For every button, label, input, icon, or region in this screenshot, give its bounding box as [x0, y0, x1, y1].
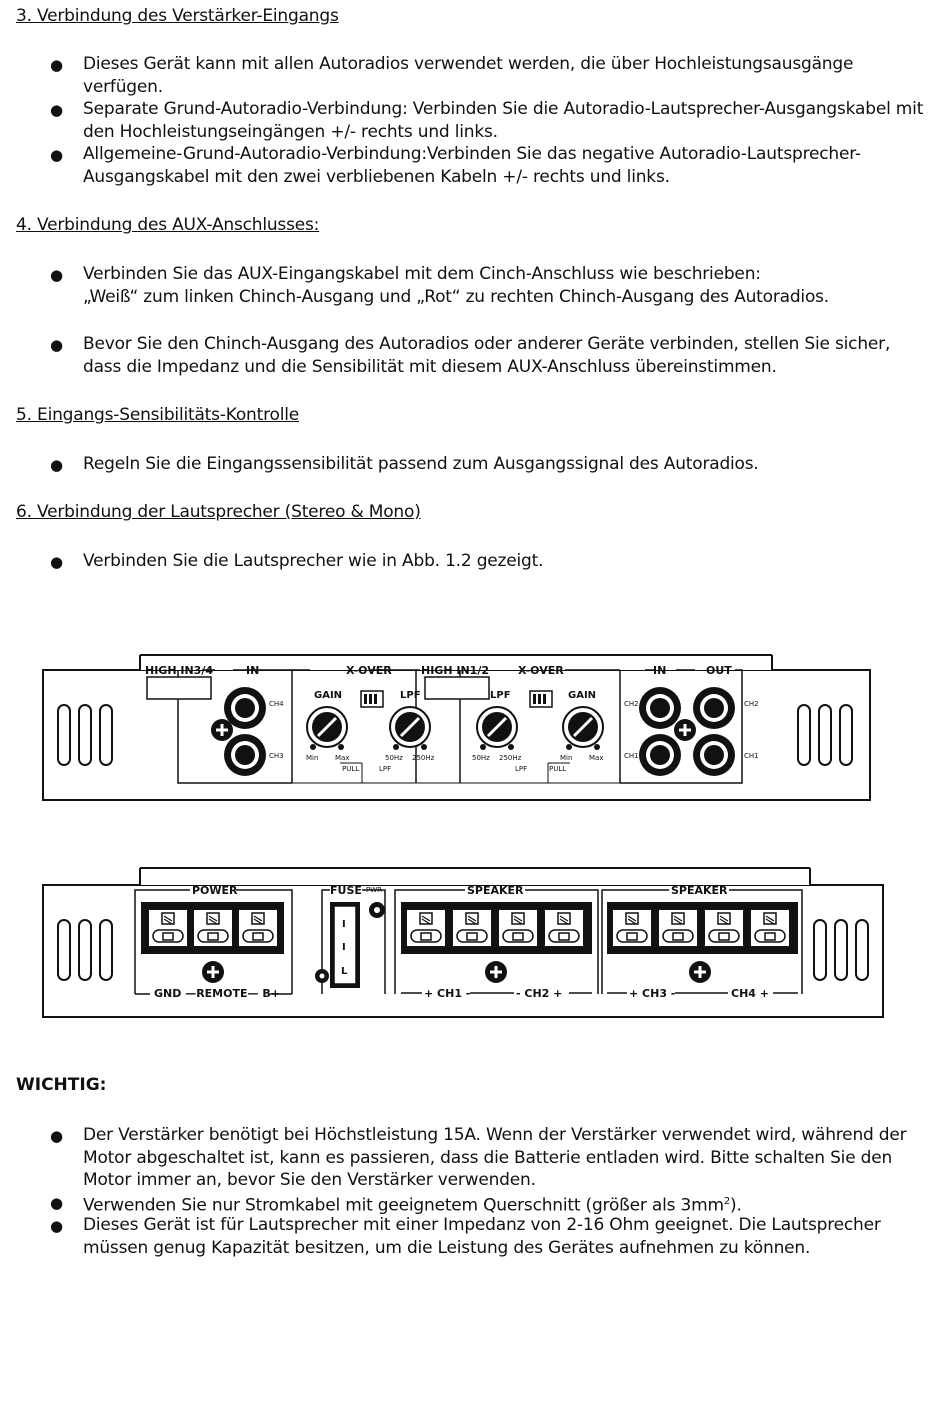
fuse-letter: I	[342, 942, 346, 953]
label-in: IN	[246, 664, 260, 677]
label-xover: X-OVER	[346, 664, 392, 677]
list-item: Dieses Gerät kann mit allen Autoradios verwendet werden, die über Hochleistungsausgänge verfügen.	[83, 54, 854, 97]
label-max: Max	[335, 754, 350, 762]
bullet: ●	[50, 1194, 64, 1212]
list-item: Verwenden Sie nur Stromkabel mit geeignetem Querschnitt (größer als $3mm^2$).	[83, 1195, 742, 1216]
important-heading: WICHTIG:	[16, 1075, 107, 1095]
label-ch1: CH1	[624, 752, 639, 760]
fuse-letter: L	[341, 966, 348, 977]
label-50hz: 50Hz	[385, 754, 403, 762]
section-5-heading: 5. Eingangs-Sensibilitäts-Kontrolle	[16, 405, 299, 425]
amplifier-diagram	[0, 640, 950, 1040]
label-gain: GAIN	[568, 690, 597, 701]
label-ch1: CH1	[744, 752, 759, 760]
label-gain: GAIN	[314, 690, 343, 701]
label-ch2: CH2	[624, 700, 639, 708]
label-50hz: 50Hz	[472, 754, 490, 762]
label-ch3: CH3	[269, 752, 284, 760]
label-in: IN	[653, 664, 667, 677]
list-item: Verbinden Sie das AUX-Eingangskabel mit dem Cinch-Anschluss wie beschrieben: „Weiß“ zum linken Chinch-Ausgang und „Rot“ zu rechten Chinch-Ausgang des Autoradios.	[83, 264, 830, 307]
fuse-letter: I	[342, 919, 346, 930]
label-high-in-12: HIGH IN1/2	[421, 664, 489, 677]
section-6-heading: 6. Verbindung der Lautsprecher (Stereo & Mono)	[16, 502, 421, 522]
label-250hz: 250Hz	[499, 754, 522, 762]
label-ch2: CH2	[744, 700, 759, 708]
list-item: Allgemeine-Grund-Autoradio-Verbindung:Verbinden Sie das negative Autoradio-Lautsprecher- Ausgangskabel mit den zwei verbliebenen Kabeln +/- rechts und links.	[83, 144, 861, 187]
label-pull: PULL	[549, 765, 567, 773]
label-250hz: 250Hz	[412, 754, 435, 762]
label-fuse: FUSE	[330, 884, 362, 897]
bullet: ●	[50, 553, 64, 571]
label-max: Max	[589, 754, 604, 762]
label-speaker: SPEAKER	[671, 884, 728, 897]
label-lpf-small: LPF	[379, 765, 392, 773]
label-pwr: PWR	[366, 886, 383, 894]
list-item: Der Verstärker benötigt bei Höchstleistung 15A. Wenn der Verstärker verwendet wird, während der Motor abgeschaltet ist, kann es passieren, dass die Batterie entladen wird. Bitte schalten Sie den Motor immer an, bevor Sie den Verstärker verwenden.	[83, 1125, 907, 1190]
label-lpf-small: LPF	[515, 765, 528, 773]
bullet: ●	[50, 456, 64, 474]
label-lpf: LPF	[400, 690, 421, 701]
bullet: ●	[50, 1217, 64, 1235]
list-item: Dieses Gerät ist für Lautsprecher mit einer Impedanz von 2-16 Ohm geeignet. Die Lautsprecher müssen genug Kapazität besitzen, um die Leistung des Gerätes aufnehmen zu können.	[83, 1215, 881, 1258]
bullet: ●	[50, 101, 64, 119]
section-4-heading: 4. Verbindung des AUX-Anschlusses:	[16, 215, 320, 235]
label-lpf: LPF	[490, 690, 511, 701]
label-out: OUT	[706, 664, 732, 677]
label-ch2: - CH2 +	[516, 987, 563, 1000]
bullet: ●	[50, 146, 64, 164]
label-power: POWER	[192, 884, 238, 897]
list-item: Verbinden Sie die Lautsprecher wie in Abb. 1.2 gezeigt.	[83, 551, 544, 571]
label-ch3: + CH3 -	[629, 987, 676, 1000]
label-xover: X-OVER	[518, 664, 564, 677]
label-ch1: + CH1 -	[424, 987, 471, 1000]
label-pull: PULL	[342, 765, 360, 773]
list-item: Regeln Sie die Eingangssensibilität passend zum Ausgangssignal des Autoradios.	[83, 454, 759, 474]
section-3-heading: 3. Verbindung des Verstärker-Eingangs	[16, 6, 339, 26]
list-item: Separate Grund-Autoradio-Verbindung: Verbinden Sie die Autoradio-Lautsprecher-Ausgangskabel mit den Hochleistungseingängen +/- rechts und links.	[83, 99, 924, 142]
label-high-in-34: HIGH IN3/4	[145, 664, 213, 677]
bullet: ●	[50, 56, 64, 74]
list-item: Bevor Sie den Chinch-Ausgang des Autoradios oder anderer Geräte verbinden, stellen Sie sicher, dass die Impedanz und die Sensibilität mit diesem AUX-Anschluss übereinstimmen.	[83, 334, 891, 377]
bullet: ●	[50, 266, 64, 284]
bullet: ●	[50, 1127, 64, 1145]
label-ch4: CH4 +	[731, 987, 769, 1000]
label-min: Min	[306, 754, 319, 762]
label-min: Min	[560, 754, 573, 762]
bullet: ●	[50, 336, 64, 354]
label-speaker: SPEAKER	[467, 884, 524, 897]
label-gnd-remote-b: GND —REMOTE— B+	[154, 987, 280, 1000]
label-ch4: CH4	[269, 700, 284, 708]
